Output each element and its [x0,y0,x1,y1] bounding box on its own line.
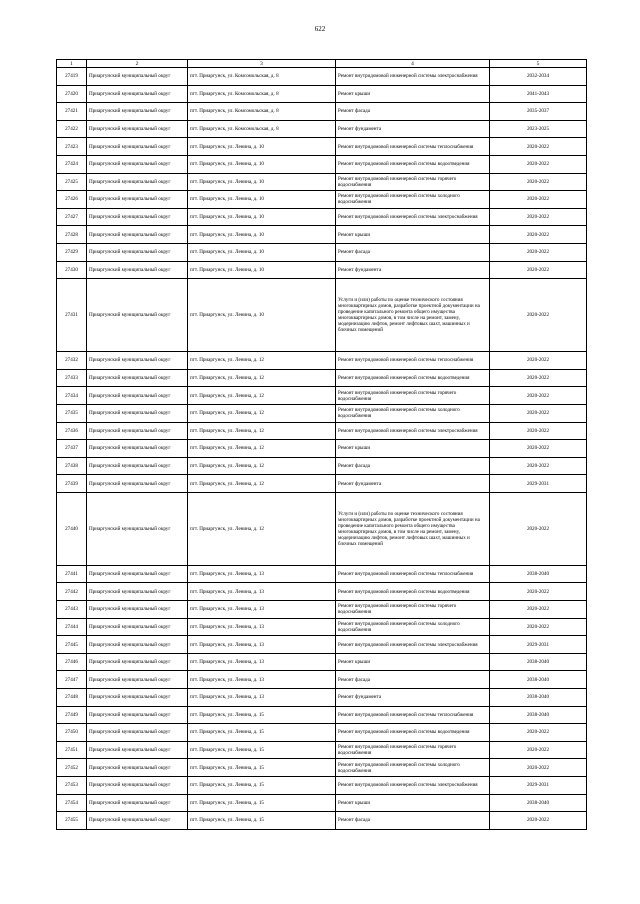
row-number-cell: 27438 [57,457,87,475]
table-row [57,812,587,830]
work-type-cell: Ремонт крыши [336,85,490,103]
municipality-cell: Приаргунский муниципальный округ [87,404,188,422]
work-type-cell: Ремонт внутридомовой инженерной системы водоотведения [336,369,490,387]
term-cell: 2041-2043 [490,85,587,103]
column-number-header-row [57,60,587,68]
term-cell: 2020-2022 [490,583,587,601]
term-cell: 2020-2022 [490,155,587,173]
term-cell: 2020-2022 [490,226,587,244]
row-number-cell: 27422 [57,120,87,138]
row-number-cell: 27443 [57,601,87,619]
row-number-cell: 27419 [57,68,87,86]
work-type-cell: Ремонт фундамента [336,261,490,279]
term-cell: 2020-2022 [490,759,587,777]
table-body [57,60,587,830]
row-number-cell: 27454 [57,794,87,812]
work-type-cell: Ремонт внутридомовой инженерной системы водоотведения [336,583,490,601]
municipality-cell: Приаргунский муниципальный округ [87,724,188,742]
table-row [57,636,587,654]
row-number-cell: 27440 [57,492,87,565]
table-row [57,475,587,493]
table-row [57,759,587,777]
table-row [57,653,587,671]
work-type-cell: Ремонт внутридомовой инженерной системы горячего водоснабжения [336,173,490,191]
term-cell: 2029-2031 [490,636,587,654]
term-cell: 2020-2022 [490,404,587,422]
municipality-cell: Приаргунский муниципальный округ [87,759,188,777]
table-row [57,120,587,138]
table-row [57,103,587,121]
address-cell: пгт. Приаргунск, ул. Ленина, д. 15 [188,724,336,742]
municipality-cell: Приаргунский муниципальный округ [87,226,188,244]
work-type-cell: Ремонт внутридомовой инженерной системы водоотведения [336,724,490,742]
municipality-cell: Приаргунский муниципальный округ [87,208,188,226]
row-number-cell: 27446 [57,653,87,671]
table-row [57,68,587,86]
table-row [57,794,587,812]
row-number-cell: 27444 [57,618,87,636]
row-number-cell: 27455 [57,812,87,830]
row-number-cell: 27420 [57,85,87,103]
address-cell: пгт. Приаргунск, ул. Ленина, д. 13 [188,583,336,601]
municipality-cell: Приаргунский муниципальный округ [87,85,188,103]
work-type-cell: Ремонт внутридомовой инженерной системы электроснабжения [336,208,490,226]
term-cell: 2020-2022 [490,191,587,209]
row-number-cell: 27448 [57,689,87,707]
term-cell: 2020-2022 [490,618,587,636]
work-type-cell: Ремонт внутридомовой инженерной системы горячего водоснабжения [336,741,490,759]
address-cell: пгт. Приаргунск, ул. Ленина, д. 12 [188,404,336,422]
municipality-cell: Приаргунский муниципальный округ [87,440,188,458]
municipality-cell: Приаргунский муниципальный округ [87,812,188,830]
term-cell: 2020-2022 [490,741,587,759]
municipality-cell: Приаргунский муниципальный округ [87,369,188,387]
term-cell: 2029-2031 [490,777,587,795]
term-cell: 2038-2040 [490,565,587,583]
address-cell: пгт. Приаргунск, ул. Ленина, д. 15 [188,759,336,777]
work-type-cell: Ремонт внутридомовой инженерной системы электроснабжения [336,777,490,795]
row-number-cell: 27447 [57,671,87,689]
term-cell: 2020-2022 [490,492,587,565]
address-cell: пгт. Приаргунск, ул. Ленина, д. 13 [188,689,336,707]
municipality-cell: Приаргунский муниципальный округ [87,689,188,707]
table-row [57,601,587,619]
column-header: 4 [336,60,490,68]
address-cell: пгт. Приаргунск, ул. Комсомольская, д. 8 [188,103,336,121]
address-cell: пгт. Приаргунск, ул. Комсомольская, д. 8 [188,120,336,138]
address-cell: пгт. Приаргунск, ул. Ленина, д. 10 [188,208,336,226]
address-cell: пгт. Приаргунск, ул. Ленина, д. 10 [188,173,336,191]
work-type-cell: Ремонт фундамента [336,120,490,138]
row-number-cell: 27424 [57,155,87,173]
address-cell: пгт. Приаргунск, ул. Ленина, д. 10 [188,226,336,244]
address-cell: пгт. Приаргунск, ул. Ленина, д. 10 [188,138,336,156]
address-cell: пгт. Приаргунск, ул. Ленина, д. 13 [188,653,336,671]
municipality-cell: Приаргунский муниципальный округ [87,155,188,173]
table-row [57,404,587,422]
address-cell: пгт. Приаргунск, ул. Ленина, д. 15 [188,706,336,724]
work-type-cell: Ремонт внутридомовой инженерной системы теплоснабжения [336,706,490,724]
table-row [57,741,587,759]
table-row [57,369,587,387]
work-type-cell: Ремонт крыши [336,794,490,812]
address-cell: пгт. Приаргунск, ул. Комсомольская, д. 8 [188,85,336,103]
municipality-cell: Приаргунский муниципальный округ [87,387,188,405]
address-cell: пгт. Приаргунск, ул. Ленина, д. 15 [188,741,336,759]
municipality-cell: Приаргунский муниципальный округ [87,583,188,601]
address-cell: пгт. Приаргунск, ул. Ленина, д. 10 [188,155,336,173]
term-cell: 2032-2034 [490,68,587,86]
term-cell: 2038-2040 [490,689,587,707]
address-cell: пгт. Приаргунск, ул. Ленина, д. 13 [188,601,336,619]
table-row [57,565,587,583]
work-type-cell: Ремонт внутридомовой инженерной системы электроснабжения [336,68,490,86]
row-number-cell: 27453 [57,777,87,795]
row-number-cell: 27452 [57,759,87,777]
term-cell: 2020-2022 [490,422,587,440]
term-cell: 2020-2022 [490,243,587,261]
row-number-cell: 27436 [57,422,87,440]
term-cell: 2020-2022 [490,279,587,352]
address-cell: пгт. Приаргунск, ул. Ленина, д. 15 [188,794,336,812]
work-type-cell: Ремонт фасада [336,103,490,121]
row-number-cell: 27425 [57,173,87,191]
municipality-cell: Приаргунский муниципальный округ [87,352,188,370]
column-header: 1 [57,60,87,68]
work-type-cell: Ремонт фундамента [336,689,490,707]
term-cell: 2029-2031 [490,475,587,493]
address-cell: пгт. Приаргунск, ул. Ленина, д. 12 [188,387,336,405]
table-row [57,261,587,279]
work-type-cell: Ремонт крыши [336,440,490,458]
table-row [57,191,587,209]
table-row [57,422,587,440]
municipality-cell: Приаргунский муниципальный округ [87,279,188,352]
row-number-cell: 27435 [57,404,87,422]
row-number-cell: 27429 [57,243,87,261]
term-cell: 2020-2022 [490,261,587,279]
row-number-cell: 27433 [57,369,87,387]
table-row [57,689,587,707]
term-cell: 2038-2040 [490,794,587,812]
municipality-cell: Приаргунский муниципальный округ [87,671,188,689]
address-cell: пгт. Приаргунск, ул. Ленина, д. 10 [188,191,336,209]
table-row [57,777,587,795]
work-type-cell: Ремонт внутридомовой инженерной системы электроснабжения [336,422,490,440]
work-type-cell: Ремонт внутридомовой инженерной системы теплоснабжения [336,138,490,156]
row-number-cell: 27451 [57,741,87,759]
work-type-cell: Ремонт фасада [336,671,490,689]
table-row [57,583,587,601]
table-row [57,671,587,689]
address-cell: пгт. Приаргунск, ул. Ленина, д. 12 [188,422,336,440]
term-cell: 2020-2022 [490,173,587,191]
address-cell: пгт. Приаргунск, ул. Ленина, д. 12 [188,475,336,493]
table-row [57,173,587,191]
row-number-cell: 27432 [57,352,87,370]
table-row [57,724,587,742]
term-cell: 2020-2022 [490,812,587,830]
term-cell: 2020-2022 [490,352,587,370]
table-row [57,279,587,352]
municipality-cell: Приаргунский муниципальный округ [87,653,188,671]
address-cell: пгт. Приаргунск, ул. Ленина, д. 12 [188,369,336,387]
work-type-cell: Ремонт внутридомовой инженерной системы горячего водоснабжения [336,601,490,619]
work-type-cell: Ремонт крыши [336,226,490,244]
municipality-cell: Приаргунский муниципальный округ [87,741,188,759]
row-number-cell: 27449 [57,706,87,724]
municipality-cell: Приаргунский муниципальный округ [87,173,188,191]
work-type-cell: Ремонт фасада [336,457,490,475]
table-row [57,457,587,475]
address-cell: пгт. Приаргунск, ул. Ленина, д. 13 [188,565,336,583]
work-type-cell: Ремонт внутридомовой инженерной системы холодного водоснабжения [336,759,490,777]
work-type-cell: Ремонт внутридомовой инженерной системы холодного водоснабжения [336,404,490,422]
work-type-cell: Ремонт внутридомовой инженерной системы электроснабжения [336,636,490,654]
address-cell: пгт. Приаргунск, ул. Комсомольская, д. 8 [188,68,336,86]
municipality-cell: Приаргунский муниципальный округ [87,68,188,86]
work-type-cell: Ремонт крыши [336,653,490,671]
term-cell: 2020-2022 [490,440,587,458]
municipality-cell: Приаргунский муниципальный округ [87,138,188,156]
address-cell: пгт. Приаргунск, ул. Ленина, д. 12 [188,440,336,458]
table-row [57,492,587,565]
row-number-cell: 27439 [57,475,87,493]
term-cell: 2020-2022 [490,724,587,742]
term-cell: 2020-2022 [490,138,587,156]
work-type-cell: Ремонт внутридомовой инженерной системы теплоснабжения [336,352,490,370]
term-cell: 2038-2040 [490,706,587,724]
table-row [57,440,587,458]
row-number-cell: 27430 [57,261,87,279]
term-cell: 2023-2025 [490,120,587,138]
municipality-cell: Приаргунский муниципальный округ [87,794,188,812]
address-cell: пгт. Приаргунск, ул. Ленина, д. 12 [188,492,336,565]
table-row [57,618,587,636]
repair-registry-table [56,59,587,830]
work-type-cell: Ремонт внутридомовой инженерной системы холодного водоснабжения [336,191,490,209]
municipality-cell: Приаргунский муниципальный округ [87,636,188,654]
municipality-cell: Приаргунский муниципальный округ [87,601,188,619]
address-cell: пгт. Приаргунск, ул. Ленина, д. 13 [188,636,336,654]
row-number-cell: 27431 [57,279,87,352]
table-row [57,226,587,244]
row-number-cell: 27445 [57,636,87,654]
table-row [57,155,587,173]
municipality-cell: Приаргунский муниципальный округ [87,422,188,440]
work-type-cell: Ремонт внутридомовой инженерной системы водоотведения [336,155,490,173]
municipality-cell: Приаргунский муниципальный округ [87,475,188,493]
municipality-cell: Приаргунский муниципальный округ [87,261,188,279]
municipality-cell: Приаргунский муниципальный округ [87,103,188,121]
row-number-cell: 27427 [57,208,87,226]
municipality-cell: Приаргунский муниципальный округ [87,618,188,636]
municipality-cell: Приаргунский муниципальный округ [87,120,188,138]
table-row [57,85,587,103]
address-cell: пгт. Приаргунск, ул. Ленина, д. 10 [188,279,336,352]
address-cell: пгт. Приаргунск, ул. Ленина, д. 12 [188,457,336,475]
address-cell: пгт. Приаргунск, ул. Ленина, д. 10 [188,243,336,261]
term-cell: 2020-2022 [490,601,587,619]
municipality-cell: Приаргунский муниципальный округ [87,777,188,795]
work-type-cell: Ремонт фундамента [336,475,490,493]
term-cell: 2038-2040 [490,653,587,671]
municipality-cell: Приаргунский муниципальный округ [87,565,188,583]
address-cell: пгт. Приаргунск, ул. Ленина, д. 12 [188,352,336,370]
row-number-cell: 27434 [57,387,87,405]
row-number-cell: 27442 [57,583,87,601]
term-cell: 2020-2022 [490,457,587,475]
work-type-cell: Услуги и (или) работы по оценке технического состояния многоквартирных домов, разработке проектной документации на проведение капитального ремонта общего имущества многоквартирных домов, в том числе на ремонт, замену, модернизацию лифтов, ремонт лифтовых шахт, машинных и блочных помещений [336,492,490,565]
table-row [57,243,587,261]
row-number-cell: 27441 [57,565,87,583]
municipality-cell: Приаргунский муниципальный округ [87,243,188,261]
term-cell: 2020-2022 [490,369,587,387]
column-header: 5 [490,60,587,68]
municipality-cell: Приаргунский муниципальный округ [87,706,188,724]
municipality-cell: Приаргунский муниципальный округ [87,492,188,565]
table-row [57,387,587,405]
work-type-cell: Ремонт фасада [336,812,490,830]
address-cell: пгт. Приаргунск, ул. Ленина, д. 13 [188,618,336,636]
address-cell: пгт. Приаргунск, ул. Ленина, д. 13 [188,671,336,689]
work-type-cell: Услуги и (или) работы по оценке технического состояния многоквартирных домов, разработке проектной документации на проведение капитального ремонта общего имущества многоквартирных домов, в том числе на ремонт, замену, модернизацию лифтов, ремонт лифтовых шахт, машинных и блочных помещений [336,279,490,352]
address-cell: пгт. Приаргунск, ул. Ленина, д. 15 [188,777,336,795]
work-type-cell: Ремонт фасада [336,243,490,261]
table-row [57,138,587,156]
row-number-cell: 27421 [57,103,87,121]
term-cell: 2020-2022 [490,208,587,226]
work-type-cell: Ремонт внутридомовой инженерной системы горячего водоснабжения [336,387,490,405]
column-header: 3 [188,60,336,68]
address-cell: пгт. Приаргунск, ул. Ленина, д. 10 [188,261,336,279]
column-header: 2 [87,60,188,68]
work-type-cell: Ремонт внутридомовой инженерной системы холодного водоснабжения [336,618,490,636]
table-row [57,706,587,724]
table-row [57,352,587,370]
term-cell: 2035-2037 [490,103,587,121]
row-number-cell: 27428 [57,226,87,244]
municipality-cell: Приаргунский муниципальный округ [87,457,188,475]
page-number: 622 [314,25,326,33]
row-number-cell: 27423 [57,138,87,156]
municipality-cell: Приаргунский муниципальный округ [87,191,188,209]
term-cell: 2020-2022 [490,387,587,405]
table-row [57,208,587,226]
term-cell: 2038-2040 [490,671,587,689]
row-number-cell: 27450 [57,724,87,742]
work-type-cell: Ремонт внутридомовой инженерной системы теплоснабжения [336,565,490,583]
row-number-cell: 27426 [57,191,87,209]
row-number-cell: 27437 [57,440,87,458]
address-cell: пгт. Приаргунск, ул. Ленина, д. 15 [188,812,336,830]
